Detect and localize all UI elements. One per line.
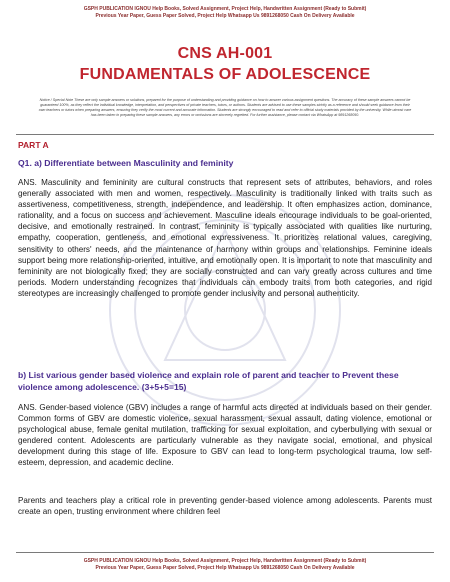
- divider-top: [16, 134, 434, 135]
- answer-1a: ANS. Masculinity and femininity are cultural constructs that represent sets of attributes, behaviors, and roles generally associated with men and women, respectively. Masculinity is traditionally linked with traits such as assertiveness, competitiveness, strength, independence, and leadership. It often emphasizes action, dominance, rationality, and a focus on success and achievement. Masculine ideals encourage individuals to be goal-oriented, decisive, and emotionally restrained. In contrast, femininity is typically associated with qualities like nurturing, empathy, cooperation, gentleness, and emotional expressiveness. It prioritizes relational values, caregiving, sensitivity to others' needs, and the maintenance of harmony within groups and relationships. Feminine ideals support being more relationship-oriented, intuitive, and emotionally open. It is important to note that masculinity and femininity are not biologically fixed; they are socially constructed and can vary greatly across cultures and time periods. Modern understanding recognizes that individuals can embody traits from both categories, and rigid stereotypes are increasingly challenged to promote gender inclusivity and personal authenticity.: [18, 178, 432, 298]
- answer-1b-para-2: Parents and teachers play a critical role in preventing gender-based violence among adolescents. Parents must create an open, trusting environment where children feel: [18, 496, 432, 517]
- course-code: CNS AH-001: [177, 45, 273, 62]
- question-1b: b) List various gender based violence and explain role of parent and teacher to Prevent these violence among adolescence. (3+5+5=15): [18, 370, 399, 392]
- page-footer: [20, 558, 430, 572]
- course-title: FUNDAMENTALS OF ADOLESCENCE: [79, 66, 371, 83]
- header-line-1: GSPH PUBLICATION IGNOU Help Books, Solved Assignment, Project Help, Handwritten Assignment (Ready to Submit): [83, 6, 367, 12]
- divider-bottom: [16, 552, 434, 553]
- header-line-2: Previous Year Paper, Guess Paper Solved, Project Help Whatsapp Us 9891268050 Cash On Delivery Available: [95, 13, 355, 19]
- page-header: [20, 6, 430, 20]
- footer-line-2: Previous Year Paper, Guess Paper Solved, Project Help Whatsapp Us 9891268050 Cash On Delivery Available: [95, 565, 355, 571]
- answer-1b-para-1: ANS. Gender-based violence (GBV) includes a range of harmful acts directed at individuals based on their gender. Common forms of GBV are domestic violence, sexual harassment, sexual assault, dating violence, emotional or psychological abuse, female genital mutilation, trafficking for sexual exploitation, and cyberbullying with sexual or gendered content. Adolescents are particularly vulnerable as they navigate social, emotional, and physical development during this stage of life. Exposure to GBV can lead to long-term psychological trauma, low self-esteem, depression, and academic decline.: [18, 403, 432, 468]
- question-1a: Q1. a) Differentiate between Masculinity and feminity: [18, 158, 234, 168]
- part-heading: PART A: [18, 140, 49, 150]
- footer-line-1: GSPH PUBLICATION IGNOU Help Books, Solved Assignment, Project Help, Handwritten Assignment (Ready to Submit): [83, 558, 367, 564]
- disclaimer-notice: Notice / Special Note These are only sample answers or solutions, prepared for the purpose of understanding and providing guidance on how to answer various assignment questions. The accuracy of these sample answers cannot be guaranteed 100%, as they reflect the individual knowledge, interpretation, and perspectives of private teachers, tutors, or authors. Students are advised to use these samples strictly as a reference and should seek guidance from their own teachers or tutors when preparing answers, ensuring they verify the most current and accurate information. Students are strongly encouraged to read and refer to official study materials provided by the university. While utmost care has been taken in preparing these sample answers, any errors or omissions are sincerely regretted. For further assistance, please contact via WhatsApp at 9891268050.: [38, 98, 412, 117]
